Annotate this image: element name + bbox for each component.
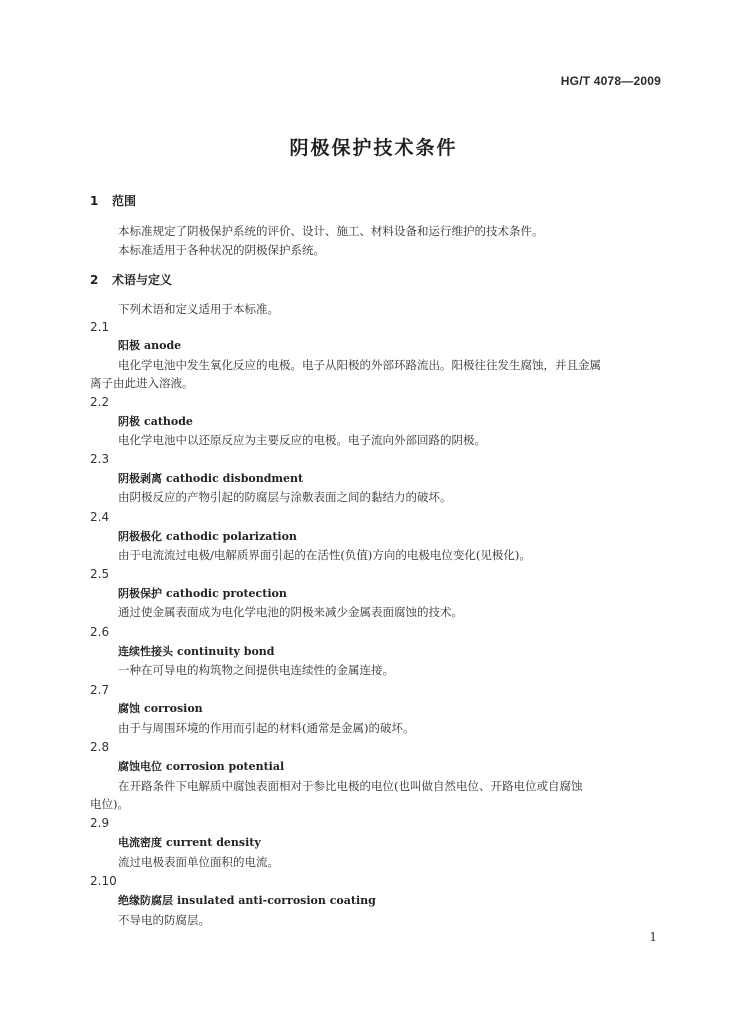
section-1-number: 1 <box>90 194 99 208</box>
term-number: 2.10 <box>90 874 117 888</box>
term-en: continuity bond <box>177 645 275 658</box>
term-en: corrosion potential <box>166 760 285 773</box>
term-heading <box>118 339 181 353</box>
page-number: 1 <box>649 930 657 944</box>
term-en: cathodic disbondment <box>166 472 304 485</box>
term-zh: 腐蚀 <box>118 702 140 715</box>
section-2-title: 术语与定义 <box>112 273 173 287</box>
term-number: 2.6 <box>90 625 110 639</box>
term-heading <box>118 587 287 601</box>
term-heading <box>118 472 303 486</box>
term-heading <box>118 530 297 544</box>
term-zh: 连续性接头 <box>118 645 173 658</box>
term-definition: 不导电的防腐层。 <box>118 913 210 927</box>
term-zh: 阴极剥离 <box>118 472 162 485</box>
term-definition: 电化学电池中发生氧化反应的电极。电子从阳极的外部环路流出。阳极往往发生腐蚀，并且金属 <box>118 358 601 372</box>
term-definition: 流过电极表面单位面积的电流。 <box>118 855 279 869</box>
term-zh: 电流密度 <box>118 836 162 849</box>
section-1-paragraph-1: 本标准规定了阴极保护系统的评价、设计、施工、材料设备和运行维护的技术条件。 <box>118 224 544 238</box>
term-en: anode <box>144 339 182 352</box>
term-number: 2.3 <box>90 452 110 466</box>
term-definition: 由阴极反应的产物引起的防腐层与涂敷表面之间的黏结力的破坏。 <box>118 490 452 504</box>
section-1-paragraph-2: 本标准适用于各种状况的阴极保护系统。 <box>118 243 325 257</box>
term-en: corrosion <box>144 702 203 715</box>
term-definition: 在开路条件下电解质中腐蚀表面相对于参比电极的电位(也叫做自然电位、开路电位或自腐蚀 <box>118 779 583 793</box>
term-number: 2.4 <box>90 510 110 524</box>
section-1-heading <box>90 194 136 208</box>
term-heading <box>118 645 275 659</box>
term-zh: 腐蚀电位 <box>118 760 162 773</box>
term-definition: 由于电流流过电极/电解质界面引起的在活性(负值)方向的电极电位变化(见极化)。 <box>118 548 531 562</box>
term-en: cathodic protection <box>166 587 287 600</box>
term-heading <box>118 836 261 850</box>
term-definition: 一种在可导电的构筑物之间提供电连续性的金属连接。 <box>118 663 394 677</box>
standard-code: HG/T 4078—2009 <box>560 74 661 88</box>
term-definition-continued: 离子由此进入溶液。 <box>90 376 194 390</box>
term-en: cathode <box>144 415 193 428</box>
term-definition-continued: 电位)。 <box>90 797 129 811</box>
term-en: cathodic polarization <box>166 530 297 543</box>
term-number: 2.9 <box>90 816 110 830</box>
term-heading <box>118 894 376 908</box>
term-en: insulated anti-corrosion coating <box>177 894 376 907</box>
term-zh: 阴极保护 <box>118 587 162 600</box>
term-heading <box>118 760 284 774</box>
term-number: 2.5 <box>90 567 110 581</box>
term-number: 2.8 <box>90 740 110 754</box>
section-2-number: 2 <box>90 273 99 287</box>
term-heading <box>118 702 203 716</box>
term-zh: 绝缘防腐层 <box>118 894 173 907</box>
document-title: 阴极保护技术条件 <box>289 137 458 159</box>
term-definition: 电化学电池中以还原反应为主要反应的电极。电子流向外部回路的阴极。 <box>118 433 486 447</box>
term-heading <box>118 415 193 429</box>
term-zh: 阳极 <box>118 339 140 352</box>
section-1-title: 范围 <box>112 194 137 208</box>
term-definition: 由于与周围环境的作用而引起的材料(通常是金属)的破坏。 <box>118 721 415 735</box>
section-2-intro: 下列术语和定义适用于本标准。 <box>118 302 279 316</box>
term-number: 2.2 <box>90 395 110 409</box>
term-definition: 通过使金属表面成为电化学电池的阴极来减少金属表面腐蚀的技术。 <box>118 605 463 619</box>
term-zh: 阴极极化 <box>118 530 162 543</box>
section-2-heading <box>90 273 172 287</box>
term-number: 2.7 <box>90 683 110 697</box>
term-zh: 阴极 <box>118 415 140 428</box>
term-en: current density <box>166 836 261 849</box>
term-number: 2.1 <box>90 320 110 334</box>
